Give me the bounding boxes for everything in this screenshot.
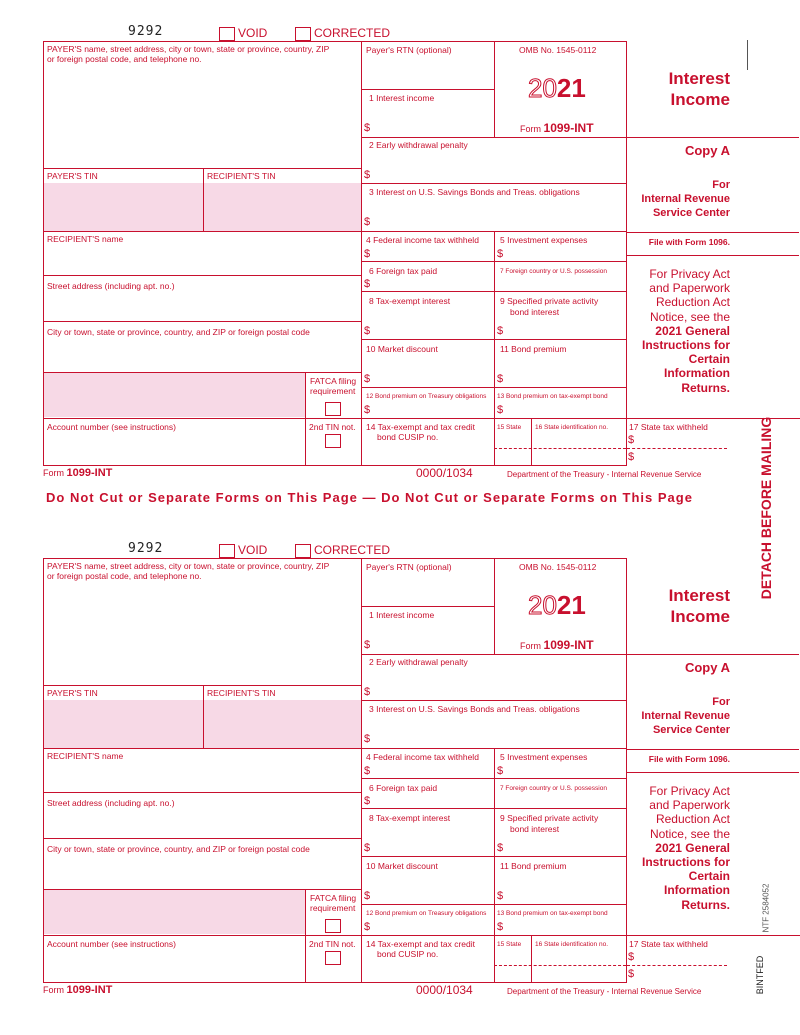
box6-label: 6 Foreign tax paid	[369, 266, 438, 276]
box12-dollar: $	[364, 404, 371, 416]
box17-label: 17 State tax withheld	[629, 939, 708, 949]
box3-dollar: $	[364, 733, 371, 745]
city-label: City or town, state or province, country, and ZIP or foreign postal code	[47, 844, 310, 854]
privacy-line7: Certain	[688, 352, 730, 367]
box3-label: 3 Interest on U.S. Savings Bonds and Treas. obligations	[369, 704, 580, 714]
recipient-tin-label: RECIPIENT'S TIN	[207, 688, 276, 698]
for-irs-label	[641, 695, 730, 737]
form-name: 1099-INT	[543, 121, 594, 135]
tax-year-suffix: 21	[556, 590, 586, 620]
void-checkbox[interactable]	[219, 544, 235, 558]
box3-dollar: $	[364, 216, 371, 228]
payer-name-label: PAYER'S name, street address, city or town, state or province, country, ZIP	[47, 44, 330, 54]
box4-label: 4 Federal income tax withheld	[366, 235, 479, 245]
recipient-tin-field[interactable]	[204, 183, 361, 231]
payer-tin-label: PAYER'S TIN	[47, 171, 98, 181]
city-label: City or town, state or province, country, and ZIP or foreign postal code	[47, 327, 310, 337]
form-id-label	[520, 640, 594, 651]
box14-label: 14 Tax-exempt and tax credit	[366, 939, 475, 949]
box13-dollar: $	[497, 404, 504, 416]
privacy-line6: Instructions for	[641, 855, 730, 870]
shaded-field	[43, 890, 305, 934]
box9-label: 9 Specified private activity	[500, 296, 599, 306]
second-tin-checkbox[interactable]	[325, 434, 341, 448]
tax-year	[528, 591, 586, 619]
box4-dollar: $	[364, 765, 371, 777]
form-title-line2: Income	[670, 607, 730, 626]
box10-dollar: $	[364, 890, 371, 902]
box8-dollar: $	[364, 842, 371, 854]
form-serial: 9292	[128, 541, 164, 556]
for-irs-line3: Service Center	[652, 724, 730, 736]
payer-rtn-label: Payer's RTN (optional)	[366, 562, 452, 572]
box14-label-2: bond CUSIP no.	[377, 432, 439, 442]
privacy-line4: Notice, see the	[649, 309, 730, 324]
recipient-name-label: RECIPIENT'S name	[47, 751, 124, 761]
fatca-label: FATCA filing	[310, 893, 357, 903]
box6-label: 6 Foreign tax paid	[369, 783, 438, 793]
box2-label: 2 Early withdrawal penalty	[369, 657, 468, 667]
footer-catalog: 0000/1034	[416, 983, 473, 997]
box5-label: 5 Investment expenses	[500, 235, 588, 245]
fatca-label-2: requirement	[310, 903, 356, 913]
file-with-label: File with Form 1096.	[648, 237, 730, 247]
payer-tin-field[interactable]	[43, 183, 203, 231]
box2-dollar: $	[364, 686, 371, 698]
payer-tin-label: PAYER'S TIN	[47, 688, 98, 698]
form-id-label	[520, 123, 594, 134]
box14-label: 14 Tax-exempt and tax credit	[366, 422, 475, 432]
box13-dollar: $	[497, 921, 504, 933]
footer-catalog: 0000/1034	[416, 466, 473, 480]
footer-form-name: 1099-INT	[66, 984, 113, 996]
privacy-notice	[642, 267, 730, 395]
box11-label: 11 Bond premium	[500, 861, 567, 871]
copy-label: Copy A	[684, 660, 730, 675]
second-tin-label: 2nd TIN not.	[309, 422, 356, 432]
for-irs-line3: Service Center	[652, 207, 730, 219]
privacy-line9: Returns.	[681, 380, 730, 395]
file-with-label: File with Form 1096.	[648, 754, 730, 764]
street-address-label: Street address (including apt. no.)	[47, 281, 175, 291]
box4-dollar: $	[364, 248, 371, 260]
fatca-checkbox[interactable]	[325, 402, 341, 416]
box17-dollar-2: $	[628, 451, 635, 463]
box1-label: 1 Interest income	[369, 610, 435, 620]
footer-department: Department of the Treasury - Internal Revenue Service	[507, 470, 702, 479]
box5-label: 5 Investment expenses	[500, 752, 588, 762]
recipient-name-label: RECIPIENT'S name	[47, 234, 124, 244]
box1-dollar: $	[364, 639, 371, 651]
box10-label: 10 Market discount	[366, 861, 438, 871]
form-1099-int-bottom	[0, 517, 800, 997]
form-prefix: Form	[520, 124, 541, 134]
footer-form-prefix: Form	[43, 468, 64, 478]
box9-label: 9 Specified private activity	[500, 813, 599, 823]
account-number-label: Account number (see instructions)	[47, 939, 176, 949]
footer-department: Department of the Treasury - Internal Revenue Service	[507, 987, 702, 996]
for-irs-line1: For	[712, 696, 730, 708]
tax-year-suffix: 21	[556, 73, 586, 103]
corrected-checkbox[interactable]	[295, 27, 311, 41]
corrected-label: CORRECTED	[314, 26, 391, 40]
street-address-label: Street address (including apt. no.)	[47, 798, 175, 808]
omb-number: OMB No. 1545-0112	[519, 45, 597, 55]
second-tin-label: 2nd TIN not.	[309, 939, 356, 949]
privacy-line3: Reduction Act	[655, 295, 730, 310]
tax-year	[528, 74, 586, 102]
privacy-line1: For Privacy Act	[649, 784, 730, 798]
box9-dollar: $	[497, 842, 504, 854]
box7-label: 7 Foreign country or U.S. possession	[500, 268, 607, 275]
box7-label: 7 Foreign country or U.S. possession	[500, 785, 607, 792]
payer-name-label-2: or foreign postal code, and telephone no.	[47, 54, 202, 64]
side-code-bintfed: BINTFED	[755, 955, 765, 995]
box14-label-2: bond CUSIP no.	[377, 949, 439, 959]
privacy-notice	[642, 784, 730, 912]
box1-dollar: $	[364, 122, 371, 134]
box9-label-2: bond interest	[510, 307, 560, 317]
box12-label: 12 Bond premium on Treasury obligations	[366, 393, 487, 400]
for-irs-line1: For	[712, 179, 730, 191]
box9-label-2: bond interest	[510, 824, 560, 834]
box3-label: 3 Interest on U.S. Savings Bonds and Treas. obligations	[369, 187, 580, 197]
privacy-line4: Notice, see the	[649, 826, 730, 841]
void-label: VOID	[238, 26, 268, 40]
footer-form-id	[43, 468, 112, 478]
side-code-ntf: NTF 2584052	[761, 883, 771, 933]
box6-dollar: $	[364, 278, 371, 290]
box8-label: 8 Tax-exempt interest	[369, 296, 451, 306]
form-serial: 9292	[128, 24, 164, 39]
box17-dollar-1: $	[628, 434, 635, 446]
footer-form-name: 1099-INT	[66, 467, 113, 479]
box11-dollar: $	[497, 373, 504, 385]
detach-before-mailing: DETACH BEFORE MAILING	[758, 416, 774, 600]
for-irs-label	[641, 178, 730, 220]
box12-label: 12 Bond premium on Treasury obligations	[366, 910, 487, 917]
form-title	[669, 585, 730, 627]
copy-label: Copy A	[684, 143, 730, 158]
box1-label: 1 Interest income	[369, 93, 435, 103]
privacy-line5: 2021 General	[655, 323, 730, 338]
payer-name-label-2: or foreign postal code, and telephone no.	[47, 571, 202, 581]
box17-label: 17 State tax withheld	[629, 422, 708, 432]
box5-dollar: $	[497, 248, 504, 260]
for-irs-line2: Internal Revenue	[641, 710, 730, 722]
box2-label: 2 Early withdrawal penalty	[369, 140, 468, 150]
box8-dollar: $	[364, 325, 371, 337]
box16-label: 16 State identification no.	[535, 424, 608, 431]
form-title-line2: Income	[670, 90, 730, 109]
tax-year-prefix: 20	[528, 73, 557, 103]
box11-label: 11 Bond premium	[500, 344, 567, 354]
account-number-label: Account number (see instructions)	[47, 422, 176, 432]
box9-dollar: $	[497, 325, 504, 337]
box12-dollar: $	[364, 921, 371, 933]
recipient-tin-field[interactable]	[204, 700, 361, 748]
privacy-line2: and Paperwork	[649, 798, 730, 813]
box15-label: 15 State	[497, 424, 522, 431]
privacy-line8: Information	[664, 883, 730, 898]
shaded-field	[43, 373, 305, 417]
privacy-line2: and Paperwork	[649, 281, 730, 296]
fatca-label: FATCA filing	[310, 376, 357, 386]
payer-tin-field[interactable]	[43, 700, 203, 748]
form-name: 1099-INT	[543, 638, 594, 652]
form-title-line1: Interest	[668, 586, 730, 605]
void-checkbox[interactable]	[219, 27, 235, 41]
top-right-rule	[747, 40, 748, 70]
form-1099-int-top	[0, 0, 800, 480]
for-irs-line2: Internal Revenue	[641, 193, 730, 205]
void-label: VOID	[238, 543, 268, 557]
box8-label: 8 Tax-exempt interest	[369, 813, 451, 823]
box13-label: 13 Bond premium on tax-exempt bond	[497, 393, 608, 400]
fatca-label-2: requirement	[310, 386, 356, 396]
box13-label: 13 Bond premium on tax-exempt bond	[497, 910, 608, 917]
box5-dollar: $	[497, 765, 504, 777]
footer-form-id	[43, 985, 112, 995]
form-title	[669, 68, 730, 110]
privacy-line6: Instructions for	[641, 338, 730, 353]
box17-dollar-2: $	[628, 968, 635, 980]
box2-dollar: $	[364, 169, 371, 181]
box10-dollar: $	[364, 373, 371, 385]
fatca-checkbox[interactable]	[325, 919, 341, 933]
form-title-line1: Interest	[668, 69, 730, 88]
privacy-line1: For Privacy Act	[649, 267, 730, 281]
box17-dollar-1: $	[628, 951, 635, 963]
form-prefix: Form	[520, 641, 541, 651]
box4-label: 4 Federal income tax withheld	[366, 752, 479, 762]
privacy-line5: 2021 General	[655, 840, 730, 855]
privacy-line7: Certain	[688, 869, 730, 884]
recipient-tin-label: RECIPIENT'S TIN	[207, 171, 276, 181]
second-tin-checkbox[interactable]	[325, 951, 341, 965]
do-not-cut-notice: Do Not Cut or Separate Forms on This Page — Do Not Cut or Separate Forms on This Page	[46, 490, 693, 505]
privacy-line9: Returns.	[681, 897, 730, 912]
payer-rtn-label: Payer's RTN (optional)	[366, 45, 452, 55]
omb-number: OMB No. 1545-0112	[519, 562, 597, 572]
footer-form-prefix: Form	[43, 985, 64, 995]
box15-label: 15 State	[497, 941, 522, 948]
box16-label: 16 State identification no.	[535, 941, 608, 948]
tax-year-prefix: 20	[528, 590, 557, 620]
corrected-checkbox[interactable]	[295, 544, 311, 558]
box10-label: 10 Market discount	[366, 344, 438, 354]
box11-dollar: $	[497, 890, 504, 902]
box6-dollar: $	[364, 795, 371, 807]
privacy-line8: Information	[664, 366, 730, 381]
payer-name-label: PAYER'S name, street address, city or town, state or province, country, ZIP	[47, 561, 330, 571]
corrected-label: CORRECTED	[314, 543, 391, 557]
privacy-line3: Reduction Act	[655, 812, 730, 827]
